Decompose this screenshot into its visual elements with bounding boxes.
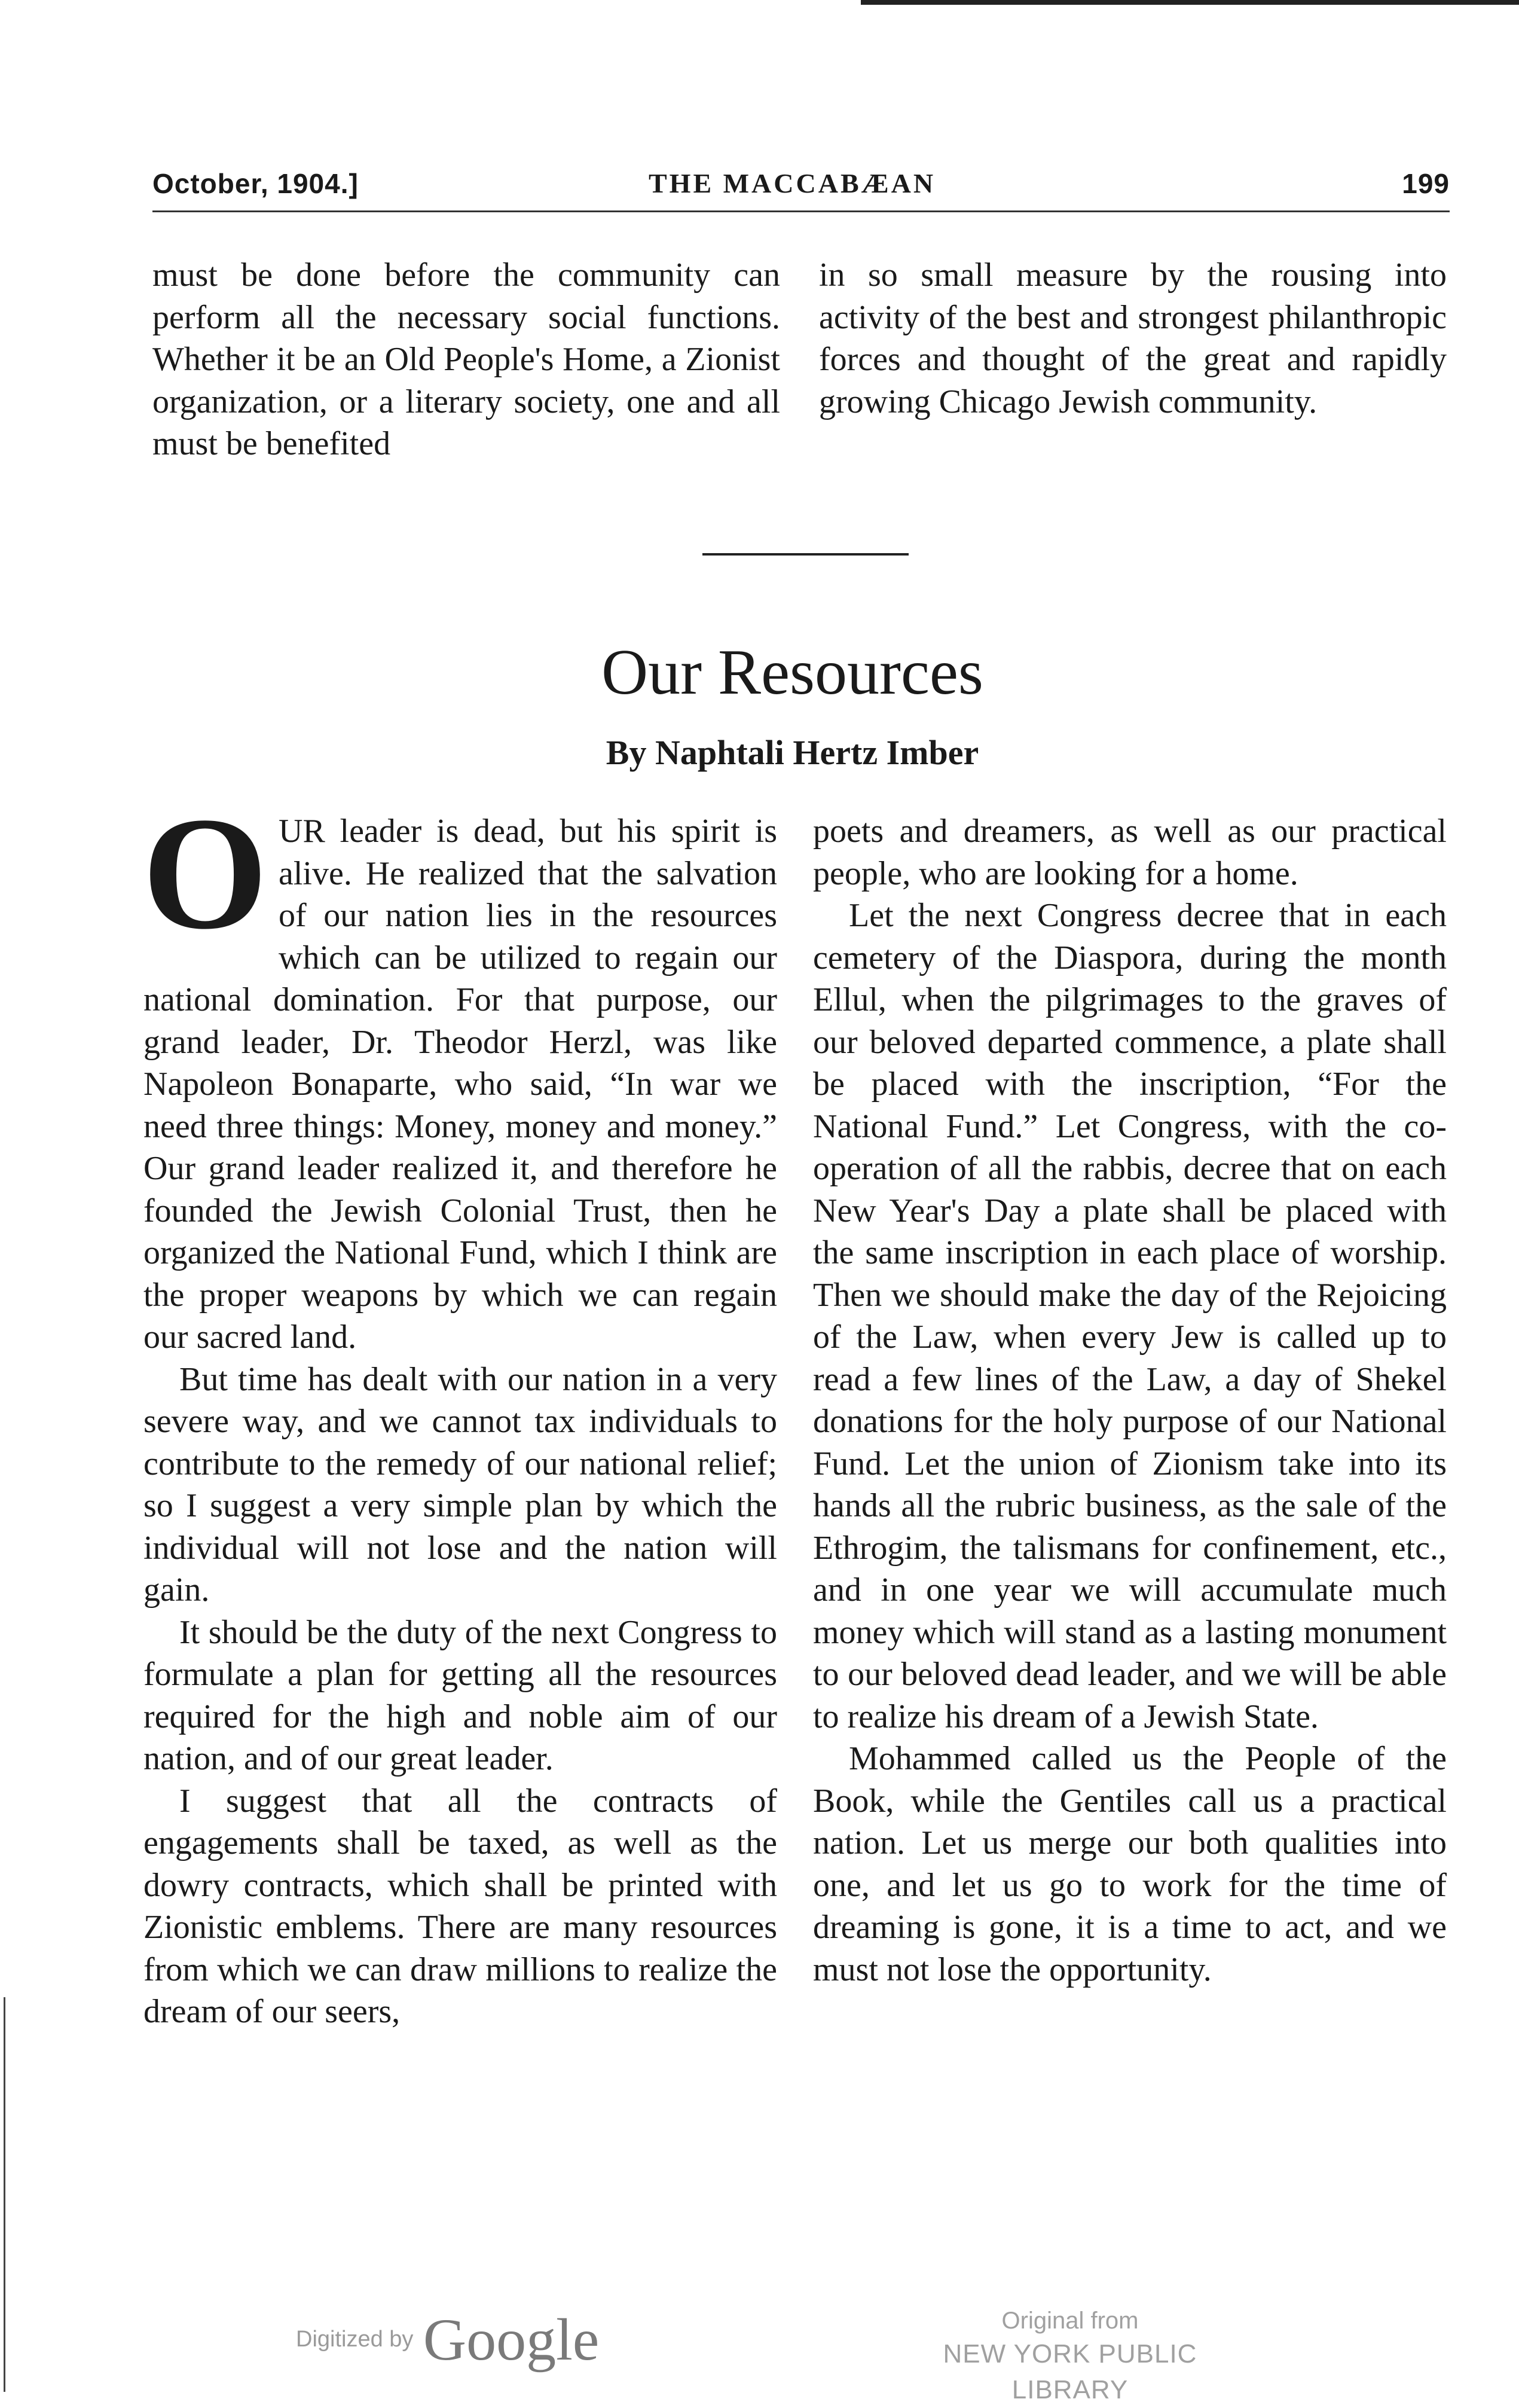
digitized-by-watermark <box>296 2305 599 2374</box>
previous-article-text-right: in so small measure by the rousing into activity of the best and strongest philanthropic forces and thought of the great and rapidly growing Chicago Jewish community. <box>819 257 1447 420</box>
previous-article-right-column <box>819 254 1447 423</box>
digitized-by-label: Digitized by <box>296 2327 414 2352</box>
scan-margin-line <box>4 1997 5 2392</box>
article-paragraph: Let the next Congress decree that in each cemetery of the Diaspora, during the month Ellul, when the pilgrimages to the graves of our beloved departed commence, a plate shall be placed with the inscription, “For the National Fund.” Let Congress, with the co-operation of all the rabbis, decree that on each New Year's Day a plate shall be placed with the same inscription in each place of worship. Then we should make the day of the Rejoicing of the Law, when every Jew is called up to read a few lines of the Law, a day of Shekel donations for the holy purpose of our National Fund. Let the union of Zionism take into its hands all the rubric business, as the sale of the Ethrogim, the talismans for confinement, etc., and in one year we will accumulate much money which will stand as a lasting monument to our beloved dead leader, and we will be able to realize his dream of a Jewish State. <box>813 897 1447 1735</box>
previous-article-left-column <box>152 254 780 465</box>
article-paragraph <box>142 784 777 1359</box>
article-paragraph: It should be the duty of the next Congress to formulate a plan for getting all the resources required for the high and noble aim of our nation, and of our great leader. <box>143 1613 777 1777</box>
article-right-column <box>813 810 1447 1991</box>
article-paragraph: But time has dealt with our nation in a very severe way, and we cannot tax individuals to contribute to the remedy of our national relief; so I suggest a very simple plan by which the individual will not lose and the nation will gain. <box>143 1360 777 1609</box>
article-separator-rule <box>702 553 909 556</box>
header-rule <box>152 210 1450 212</box>
byline-text: By Naphtali Hertz Imber <box>606 733 979 772</box>
original-from-label: Original from <box>1001 2308 1139 2334</box>
article-left-column <box>142 784 777 2033</box>
header-date: October, 1904.] <box>152 168 359 199</box>
drop-cap: O <box>142 784 268 963</box>
source-library-watermark <box>885 2305 1255 2408</box>
top-edge-rule <box>861 0 1519 5</box>
article-title <box>0 634 1519 712</box>
header-journal-title: THE MACCABÆAN <box>649 168 936 199</box>
google-logo-text: Google <box>423 2306 600 2373</box>
article-paragraph: Mohammed called us the People of the Book, while the Gentiles call us a practical nation. Let us merge our both qualities into one, and let us go to work for the time of dreaming is gone, it is a time to act, and we must not lose the opportunity. <box>813 1740 1447 1988</box>
library-name: NEW YORK PUBLIC LIBRARY <box>943 2339 1197 2404</box>
article-paragraph: poets and dreamers, as well as our practical people, who are looking for a home. <box>813 813 1447 892</box>
article-title-text: Our Resources <box>601 637 983 708</box>
article-paragraph-text: UR leader is dead, but his spirit is alive. He realized that the salvation of our nation lies in the resources which can be utilized to regain our national domination. For that purpose, our grand leader, Dr. Theodor Herzl, was like Napoleon Bonaparte, who said, “In war we need three things: Money, money and money.” Our grand leader realized it, and therefore he founded the Jewish Colonial Trust, then he organized the National Fund, which I think are the proper weapons by which we can regain our sacred land. <box>143 813 777 1356</box>
running-header <box>152 167 1450 203</box>
page-number: 199 <box>1402 168 1450 199</box>
article-paragraph: I suggest that all the contracts of engagements shall be taxed, as well as the dowry contracts, which shall be printed with Zionistic emblems. There are many resources from which we can draw millions to realize the dream of our seers, <box>143 1782 777 2030</box>
article-byline <box>0 733 1519 773</box>
previous-article-text-left: must be done before the community can perform all the necessary social functions. Whether it be an Old People's Home, a Zionist organization, or a literary society, one and all must be benefited <box>152 257 780 462</box>
